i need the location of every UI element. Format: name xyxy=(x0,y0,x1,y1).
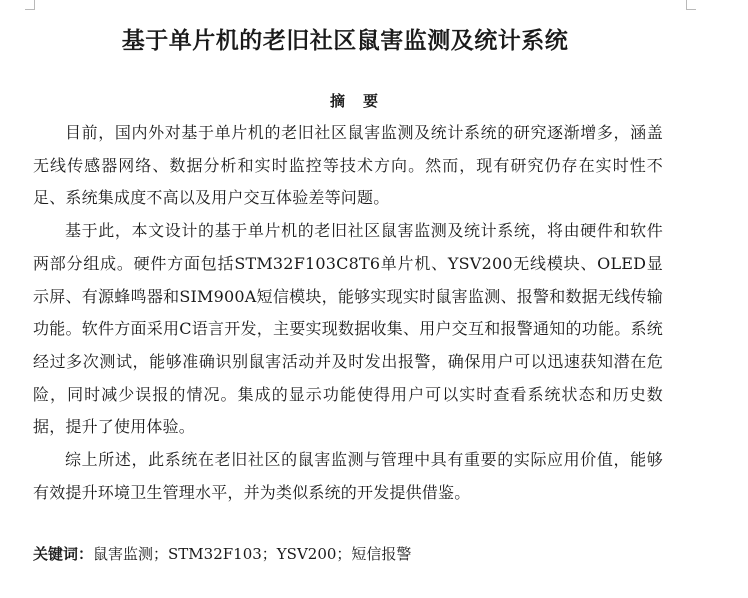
abstract-paragraph-1: 目前，国内外对基于单片机的老旧社区鼠害监测及统计系统的研究逐渐增多，涵盖无线传感器网络、数据分析和实时监控等技术方向。然而，现有研究仍存在实时性不足、系统集成度不高以及用户交互体验差等问题。 xyxy=(33,123,663,208)
abstract-paragraph-3: 综上所述，此系统在老旧社区的鼠害监测与管理中具有重要的实际应用价值，能够有效提升环境卫生管理水平，并为类似系统的开发提供借鉴。 xyxy=(33,450,663,502)
page-corner-mark-right xyxy=(686,0,696,10)
abstract-body xyxy=(33,117,663,509)
keywords-label: 关键词： xyxy=(33,545,94,563)
document-title: 基于单片机的老旧社区鼠害监测及统计系统 xyxy=(121,28,569,54)
abstract-paragraph-2: 基于此，本文设计的基于单片机的老旧社区鼠害监测及统计系统，将由硬件和软件两部分组成。硬件方面包括STM32F103C8T6单片机、YSV200无线模块、OLED显示屏、有源蜂鸣器和SIM900A短信模块，能够实现实时鼠害监测、报警和数据无线传输功能。软件方面采用C语言开发，主要实现数据收集、用户交互和报警通知的功能。系统经过多次测试，能够准确识别鼠害活动并及时发出报警，确保用户可以迅速获知潜在危险，同时减少误报的情况。集成的显示功能使得用户可以实时查看系统状态和历史数据，提升了使用体验。 xyxy=(33,221,663,437)
keywords-line xyxy=(33,542,673,566)
abstract-heading: 摘要 xyxy=(329,92,396,110)
keywords-text: 鼠害监测；STM32F103；YSV200；短信报警 xyxy=(93,545,412,563)
page-corner-mark-left xyxy=(25,0,35,10)
